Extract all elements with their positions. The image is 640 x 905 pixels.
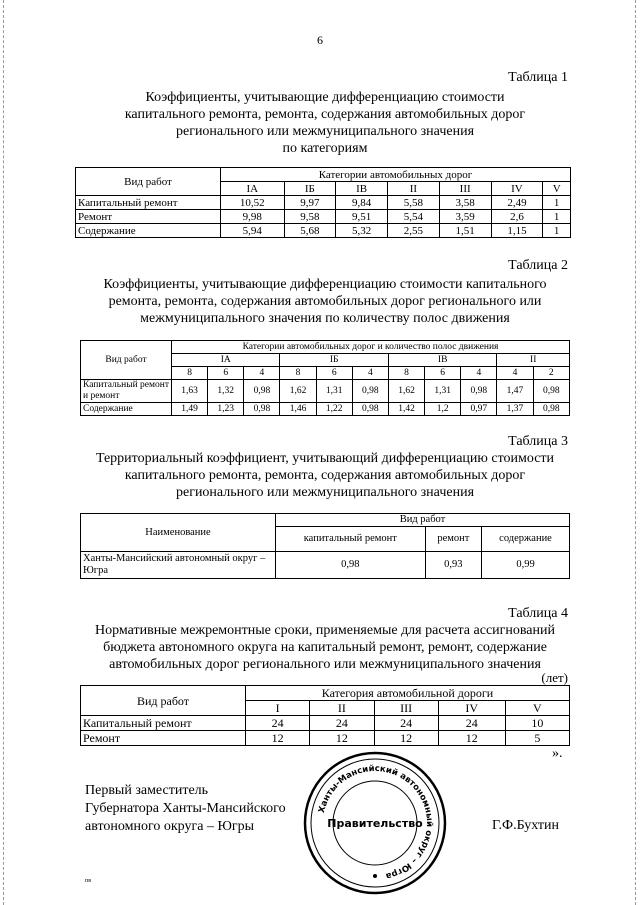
table3: Наименование Вид работ капитальный ремонт ремонт содержание Ханты-Мансийский автономный округ – Югра 0,98 0,93 0,99	[80, 513, 570, 579]
table3-caption: Таблица 3	[508, 434, 568, 449]
signatory-position: Первый заместитель Губернатора Ханты-Мансийского автономного округа – Югры	[85, 783, 286, 834]
table2-group: IА	[172, 354, 280, 367]
table2-header-work: Вид работ	[81, 341, 172, 380]
page-number: 6	[317, 33, 323, 47]
page-edge-left	[3, 0, 5, 905]
page-edge-right	[635, 0, 637, 905]
table2-group: IВ	[388, 354, 496, 367]
table3-header-work: Вид работ	[276, 514, 570, 527]
seal-ring-text: Ханты-Мансийский автономный округ – Югра	[317, 763, 435, 881]
table4-unit: (лет)	[541, 670, 568, 685]
table3-title: Территориальный коэффициент, учитывающий дифференциацию стоимости капитального ремонта, ремонта, содержания автомобильных дорог регионального или межмуниципального значения	[95, 451, 555, 500]
table1-header-work: Вид работ	[76, 168, 221, 196]
table-row: Ханты-Мансийский автономный округ – Югра 0,98 0,93 0,99	[81, 552, 570, 579]
table1-cat: IV	[491, 182, 543, 196]
table-row: Ремонт 9,98 9,58 9,51 5,54 3,59 2,6 1	[76, 210, 571, 224]
table1	[75, 167, 571, 238]
table1-cat: IВ	[336, 182, 388, 196]
table2-group: II	[497, 354, 570, 367]
table2-header-categories: Категории автомобильных дорог и количество полос движения	[172, 341, 570, 354]
table-row: Содержание 1,49 1,23 0,98 1,46 1,22 0,98 1,42 1,2 0,97 1,37 0,98	[81, 403, 570, 416]
official-seal	[300, 748, 450, 898]
table4-header-categories: Категория автомобильной дороги	[246, 686, 570, 701]
table2-title: Коэффициенты, учитывающие дифференциацию стоимости капитального ремонта, ремонта, содержания автомобильных дорог регионального или межмуниципального значения по количеству полос движения	[103, 277, 547, 326]
table1-cat: V	[543, 182, 571, 196]
footer-mark: пв	[85, 878, 92, 884]
table4-title: Нормативные межремонтные сроки, применяемые для расчета ассигнований бюджета автономного округа на капитальный ремонт, ремонт, содержание автомобильных дорог регионального или межмуниципального значения	[94, 623, 556, 672]
table1-cat: IБ	[284, 182, 336, 196]
table2: Вид работ Категории автомобильных дорог и количество полос движения IА IБ IВ II 8 6 4 8 6 4 8 6 4 4 2 Капитальный ремонт и ремонт 1,63 1,32 0,98 1,62 1,31 0,98 1,62 1,31 0,98 1,47 0,98 Содержание 1,49 1,23 0,98 1,46 1,22 0,98 1,42 1,2 0,97 1,37 0,98	[80, 340, 570, 416]
table-row: Ремонт 12 12 12 12 5	[81, 731, 570, 746]
table-row: Капитальный ремонт 24 24 24 24 10	[81, 716, 570, 731]
table-row: Капитальный ремонт 10,52 9,97 9,84 5,58 3,58 2,49 1	[76, 196, 571, 210]
closing-quote-mark: ».	[552, 746, 563, 761]
table-row: Капитальный ремонт и ремонт 1,63 1,32 0,98 1,62 1,31 0,98 1,62 1,31 0,98 1,47 0,98	[81, 380, 570, 403]
table1-caption: Таблица 1	[508, 70, 568, 85]
table1-cat: IА	[221, 182, 285, 196]
seal-center-text: Правительство	[327, 817, 423, 830]
table2-group: IБ	[280, 354, 388, 367]
table1-cat: II	[388, 182, 440, 196]
signatory-name: Г.Ф.Бухтин	[492, 818, 560, 833]
table-row: Содержание 5,94 5,68 5,32 2,55 1,51 1,15 1	[76, 224, 571, 238]
table4-caption: Таблица 4	[508, 606, 568, 621]
table1-cat: III	[439, 182, 491, 196]
table1-title: Коэффициенты, учитывающие дифференциацию стоимости капитального ремонта, ремонта, содержания автомобильных дорог регионального или межмуниципального значения по категориям	[124, 90, 526, 156]
table3-header-name: Наименование	[81, 514, 276, 552]
table4: Вид работ Категория автомобильной дороги I II III IV V Капитальный ремонт 24 24 24 24 10 Ремонт 12 12 12 12 5	[80, 685, 570, 746]
table2-caption: Таблица 2	[508, 258, 568, 273]
table1-header-categories: Категории автомобильных дорог	[221, 168, 571, 182]
table4-header-work: Вид работ	[81, 686, 246, 716]
